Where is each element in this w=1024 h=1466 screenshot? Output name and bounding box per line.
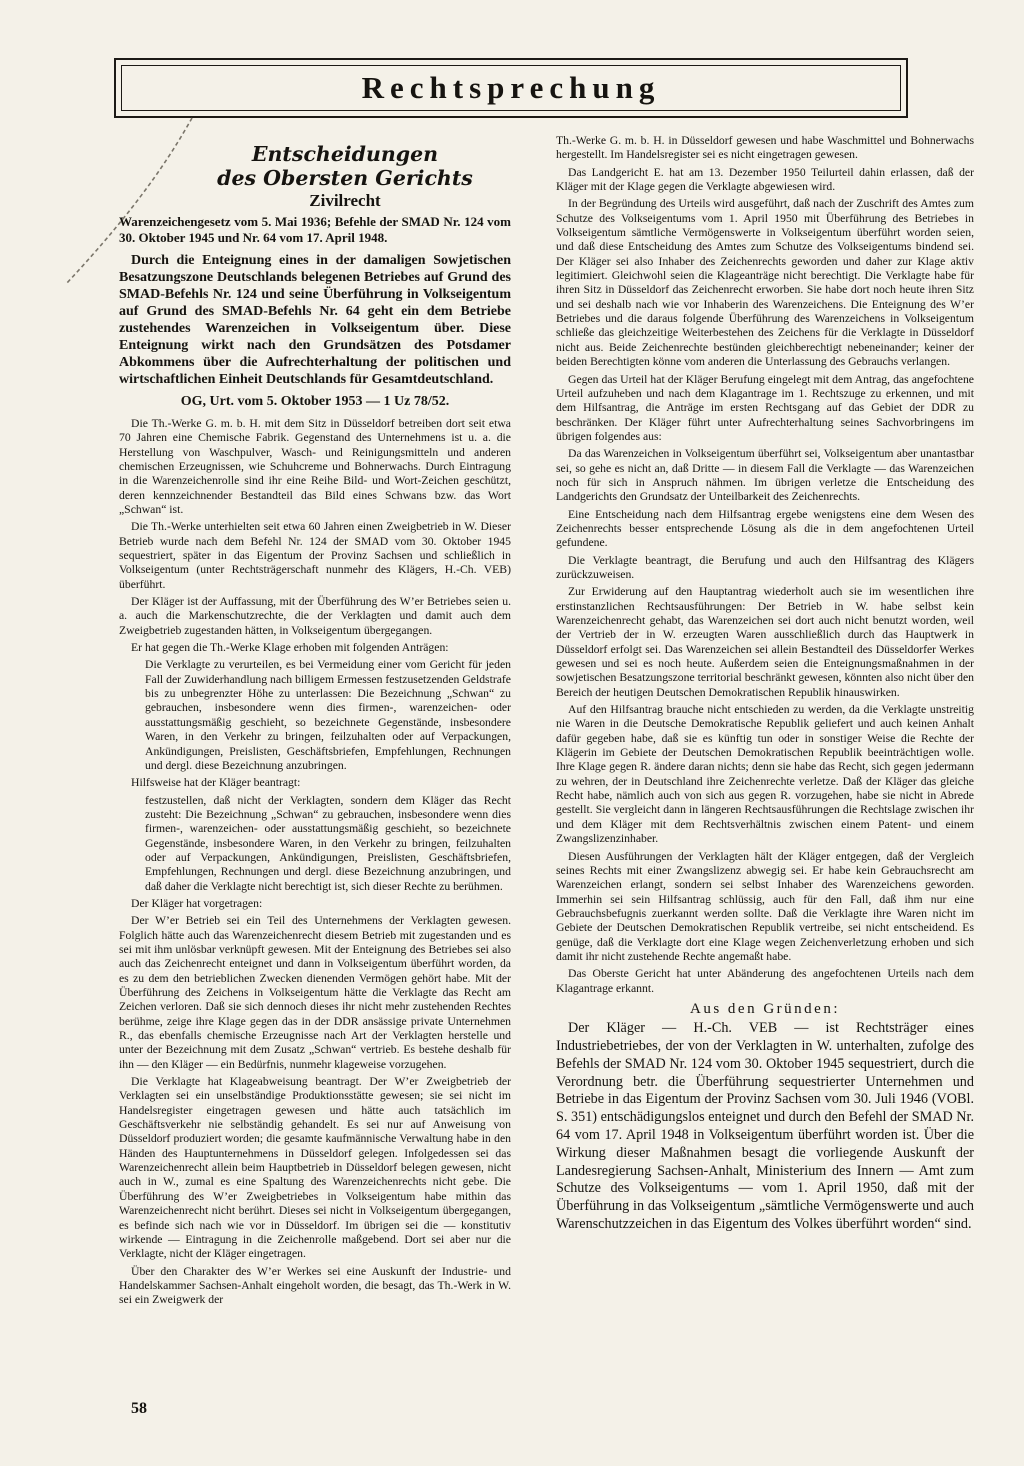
body-paragraph: Th.-Werke G. m. b. H. in Düsseldorf gewesen und habe Waschmittel und Bohnerwachs hergestellt. Im Handelsregister sei es nicht eingetragen gewesen. (556, 134, 974, 162)
grounds-text: Der Kläger — H.-Ch. VEB — ist Rechtsträger eines Industriebetriebes, der von der Verklagten in W. unterhalten, zufolge des Befehls der SMAD Nr. 124 vom 30. Oktober 1945 sequestriert, durch die Verordnung betr. die Überführung sequestrierter Unternehmen und Betriebe in das Eigentum der Provinz Sachsen vom 30. Juli 1946 (VOBl. S. 351) entschädigungslos enteignet und durch den Befehl der SMAD Nr. 64 vom 17. April 1948 in Volkseigentum überführt worden ist. Über die Wirkung dieser Maßnahmen besagt die vorliegende Auskunft der Landesregierung Sachsen-Anhalt, Ministerium des Innern — Amt zum Schutze des Volkseigentums — vom 1. April 1950, daß mit der Überführung in das Volkseigentum „sämtliche Vermögenswerte und auch Warenschutzzeichen in das Eigentum des Volkes überführt worden“ sind. (556, 1020, 974, 1233)
decision-heading-line2: des Obersten Gerichts (217, 166, 473, 190)
case-citation: OG, Urt. vom 5. Oktober 1953 — 1 Uz 78/52. (180, 393, 450, 409)
body-paragraph: Die Verklagte hat Klageabweisung beantragt. Der W’er Zweigbetrieb der Verklagten sei ein unselbständige Produktionsstätte gewesen; sie sei nicht im Handelsregister eingetragen gewesen und hätte auch tatsächlich im Geschäftsverkehr nie selbständig gehandelt. Es sei nur auf Anweisung von Düsseldorf produziert worden; die gesamte kaufmännische Verwaltung habe in den Händen des Hauptunternehmens in Düsseldorf gelegen. Infolgedessen sei das Warenzeichenrecht allein beim Hauptbetrieb in Düsseldorf belegen gewesen, nicht auch in W., zumal es eine Spaltung des Warenzeichenrechts nicht gebe. Die Überführung des W’er Zweigbetriebes in Volkseigentum habe mithin das Warenzeichenrecht nicht berührt. Dieses sei nicht in Volkseigentum übergegangen, es befinde sich nach wie vor in Düsseldorf. Im übrigen sei die — konstitutiv wirkende — Eintragung in die Zeichenrolle maßgebend. Dort sei aber nur die Verklagte, nicht der Kläger eingetragen. (119, 1075, 511, 1261)
body-paragraph: Die Th.-Werke G. m. b. H. mit dem Sitz in Düsseldorf betreiben dort seit etwa 70 Jahren eine Chemische Fabrik. Gegenstand des Unternehmens ist u. a. die Herstellung von Waschpulver, Wasch- und Reinigungsmitteln und anderen chemischen Erzeugnissen, wie Schuhcreme und Bohnerwachs. Durch Eintragung in die Warenzeichenrolle sind ihr eine Reihe Bild- und Wort-Zeichen geschützt, deren kennzeichnender Bestandteil das Bild eines Schwans bzw. das Wort „Schwan“ ist. (119, 416, 511, 516)
auxiliary-claim: festzustellen, daß nicht der Verklagten, sondern dem Kläger das Recht zusteht: Die Bezeichnung „Schwan“ zu gebrauchen, insbesondere wenn dies firmen-, warenzeichen- oder ausstattungsmäßig geschieht, so bezeichnete Gegenstände, insbesondere Waren, in den Verkehr zu bringen, feilzuhalten oder auf Verpackungen, Ankündigungen, Preislisten, Geschäftsbriefen, Empfehlungen, Rechnungen und dergl. diese Bezeichnung anzubringen, und daß daher die Verklagte nicht berechtigt ist, sich dieser Rechte zu berühmen. (145, 793, 511, 893)
body-paragraph: Die Th.-Werke unterhielten seit etwa 60 Jahren einen Zweigbetrieb in W. Dieser Betrieb wurde nach dem Befehl Nr. 124 der SMAD vom 30. Oktober 1945 sequestriert, später in das Eigentum der Provinz Sachsen und schließlich in Volkseigentum (unter Rechtsträgerschaft nunmehr des Klägers, H.-Ch. VEB) überführt. (119, 520, 511, 591)
headnote: Durch die Enteignung eines in der damaligen Sowjetischen Besatzungszone Deutschlands belegenen Betriebes auf Grund des SMAD-Befehls Nr. 124 und seine Überführung in Volkseigentum auf Grund des SMAD-Befehls Nr. 64 geht ein dem Betriebe zustehendes Warenzeichen in Volkseigentum über. Diese Enteignung wirkt nach den Grundsätzen des Potsdamer Abkommens über die Aufrechterhaltung der politischen und wirtschaftlichen Einheit Deutschlands für Gesamtdeutschland. (119, 253, 511, 387)
subheading-zivilrecht: Zivilrecht (309, 191, 381, 210)
body-paragraph: Das Landgericht E. hat am 13. Dezember 1950 Teilurteil dahin erlassen, daß der Kläger mit der Klage gegen die Verklagte abgewiesen wird. (556, 165, 974, 194)
body-paragraph: Auf den Hilfsantrag brauche nicht entschieden zu werden, da die Verklagte unstreitig nie Waren in die Deutsche Demokratische Republik geliefert und auch keinen Anhalt dafür gegeben habe, daß sie es künftig tun oder in sonstiger Weise die Rechte der Klägerin im Gebiete der Deutschen Demokratischen Republik beeinträchtigen wolle. Ihre Klage gegen R. ändere daran nichts; denn sie habe das Recht, sich gegen jedermann zu wehren, der in Deutschland ihre Zeichenrechte verletze. Daß der Kläger das gleiche Recht habe, nämlich auch von sich aus gegen R. vorzugehen, habe sie nicht in Abrede gestellt. Sie vergleicht dann in längeren Rechtsausführungen die Rechtslage zwischen ihr und dem Kläger mit dem Rechtsverhältnis zwischen einem Patent- und einem Zwangslizenzinhaber. (556, 703, 974, 846)
plaintiff-submission-intro: Der Kläger hat vorgetragen: (131, 896, 263, 910)
right-column (556, 134, 974, 1234)
body-paragraph: Er hat gegen die Th.-Werke Klage erhoben mit folgenden Anträgen: (131, 641, 449, 655)
body-paragraph: Die Verklagte beantragt, die Berufung und auch den Hilfsantrag des Klägers zurückzuweisen. (556, 553, 974, 581)
body-paragraph: Der Kläger ist der Auffassung, mit der Überführung des W’er Betriebes seien u. a. auch die Markenschutzrechte, die der Verklagten und damit auch dem Zweigbetrieb zugestanden hätten, in Volkseigentum übergegangen. (119, 595, 511, 637)
statute-reference: Warenzeichengesetz vom 5. Mai 1936; Befehle der SMAD Nr. 124 vom 30. Oktober 1945 und Nr. 64 vom 17. April 1948. (119, 214, 511, 245)
body-paragraph: Gegen das Urteil hat der Kläger Berufung eingelegt mit dem Antrag, das angefochtene Urteil aufzuheben und nach dem Klagantrage im 1. Rechtszuge zu erkennen, und mit dem Hilfsantrag, die Anträge im ersten Rechtsgang auf das Gebiet der DDR zu beschränken. Der Kläger führt unter Aufrechterhaltung seines Sachvorbringens im übrigen folgendes aus: (556, 372, 974, 443)
body-paragraph: In der Begründung des Urteils wird ausgeführt, daß nach der Zuschrift des Amtes zum Schutze des Volkseigentums vom 1. April 1950 mit Überführung des Betriebes in Volkseigentum sämtliche Vermögenswerte in Volkseigentum überführt worden seien, und daß diese Entscheidung des Amtes zum Schutze des Volkseigentums bindend sei. Der Kläger sei also Inhaber des Zeichenrechts geworden und daher zur Klage aktiv legitimiert. Gleichwohl seien die Klageanträge nicht berechtigt. Die Verklagte habe für ihren Sitz in Düsseldorf das Zeichenrecht erworben. Sie habe dort noch heute ihren Sitz und sei deshalb nach wie vor Inhaberin des Warenzeichens. Die Enteignung des W’er Betriebes und die daraus folgende Überführung des Warenzeichens in Volkseigentum schließe das gleichzeitige Weiterbestehen des Zeichens für die Verklagte in Düsseldorf nicht aus. Beide Zeichenrechte bestünden gleichberechtigt nebeneinander; keiner der beiden Berechtigten könne vom anderen die Unterlassung des Gebrauchs verlangen. (556, 197, 974, 369)
section-title: Rechtsprechung (361, 70, 661, 105)
decision-heading-line1: Entscheidungen (251, 142, 439, 166)
page-number: 58 (131, 1400, 147, 1417)
section-masthead (114, 58, 908, 118)
grounds-heading: Aus den Gründen: (690, 1000, 840, 1017)
auxiliary-claim-intro: Hilfsweise hat der Kläger beantragt: (131, 776, 301, 790)
left-column (119, 134, 511, 1311)
body-paragraph: Da das Warenzeichen in Volkseigentum überführt sei, Volkseigentum aber unantastbar sei, so gehe es nicht an, daß Dritte — in diesem Fall die Verklagte — das Warenzeichen noch für sich in Anspruch nähmen. Im übrigen verletze die Entscheidung des Landgerichts den Grundsatz der Unteilbarkeit des Zeichenrechts. (556, 447, 974, 504)
body-paragraph: Das Oberste Gericht hat unter Abänderung des angefochtenen Urteils nach dem Klagantrage erkannt. (556, 967, 974, 995)
body-paragraph: Der W’er Betrieb sei ein Teil des Unternehmens der Verklagten gewesen. Folglich hätte auch das Warenzeichenrecht diesem Betrieb mit zugestanden und es sei mit ihm unlösbar verknüpft gewesen. Mit der Enteignung des Betriebes sei also auch das Zeichenrecht enteignet und dann in Volkseigentum überführt worden, da es zu dem den betrieblichen Zwecken dienenden Vermögen gehört habe. Mit der Überführung des Zeichens in Volkseigentum hätte die Verklagte das Recht am Zeichen verloren. Daß sie sich dennoch dieses ihr nicht mehr zustehenden Rechtes berühme, zeige ihre Klage gegen das in der DDR ansässige private Unternehmen R., das ebenfalls chemische Erzeugnisse nach Art der Verklagten herstelle und unter der Bezeichnung mit dem Zusatz „Schwan“ vertrieb. Es bestehe deshalb für ihn — den Kläger — ein Bedürfnis, nunmehr klageweise vorzugehen. (119, 914, 511, 1071)
body-paragraph: Diesen Ausführungen der Verklagten hält der Kläger entgegen, daß der Vergleich seines Rechts mit einer Zwangslizenz abwegig sei. Er habe kein Gebrauchsrecht am Warenzeichen erlangt, sondern sei selbst Inhaber des Warenzeichens geworden. Immerhin sei sein Hilfsantrag schlüssig, auch für den Fall, daß ihm nur eine Gebrauchsbefugnis zuerkannt werden sollte. Daß die Verklagte ihre Waren nicht im Gebiete der Deutschen Demokratischen Republik vertreibe, sei nicht entscheidend. Es genüge, daß die Verklagte dort eine Klage wegen Zeichenverletzung erhoben und sich damit ihr nicht zustehende Rechte angemaßt habe. (556, 849, 974, 963)
body-paragraph: Zur Erwiderung auf den Hauptantrag wiederholt auch sie im wesentlichen ihre erstinstanzlichen Rechtsausführungen: Der Betrieb in W. habe selbst kein Warenzeichenrecht gehabt, das Warenzeichen sei dort auch nicht benutzt worden, weil der Vertrieb der in W. erzeugten Waren ausschließlich durch das Hauptwerk in Düsseldorf erfolgt sei. Das Warenzeichen sei allein Bestandteil des Düsseldorfer Werkes gewesen und sei es noch heute. Außerdem seien die Enteignungsmaßnahmen in der sowjetischen Besatzungszone territorial beschränkt gewesen, könnten also nicht über den Bereich der heutigen Deutschen Demokratischen Republik hinauswirken. (556, 585, 974, 699)
body-paragraph: Eine Entscheidung nach dem Hilfsantrag ergebe wenigstens eine dem Wesen des Zeichenrechts besser entsprechende Lösung als die in dem angefochtenen Urteil gefundene. (556, 507, 974, 550)
main-claim: Die Verklagte zu verurteilen, es bei Vermeidung einer vom Gericht für jeden Fall der Zuwiderhandlung nach billigem Ermessen festzusetzenden Geldstrafe bis zu unbegrenzter Höhe zu unterlassen: Die Bezeichnung „Schwan“ zu gebrauchen, insbesondere wenn dies firmen-, warenzeichen- oder ausstattungsmäßig geschieht, so bezeichnete Gegenstände, insbesondere Waren, in den Verkehr zu bringen, feilzuhalten oder auf Verpackungen, Ankündigungen, Preislisten, Geschäftsbriefen, Empfehlungen, Rechnungen und dergl. diese Bezeichnung anzubringen. (145, 658, 511, 772)
masthead-inner-frame (121, 65, 901, 111)
body-paragraph: Über den Charakter des W’er Werkes sei eine Auskunft der Industrie- und Handelskammer Sachsen-Anhalt eingeholt worden, die besagt, das Th.-Werk in W. sei ein Zweigwerk der (119, 1264, 511, 1307)
